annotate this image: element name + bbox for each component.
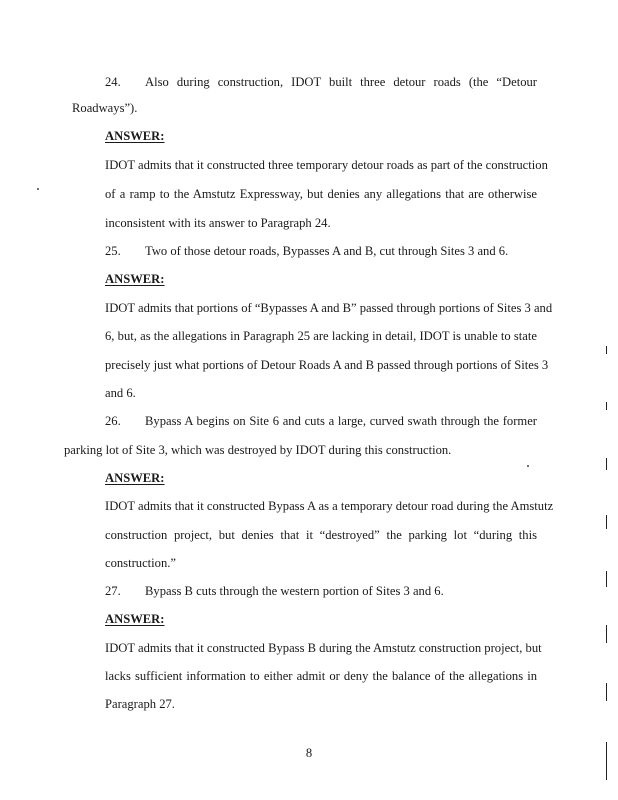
answer-25-line-3: precisely just what portions of Detour Roads A and B passed through portions of Sites 3 xyxy=(105,358,549,372)
paragraph-number: 26. xyxy=(105,414,121,428)
paragraph-number: 25. xyxy=(105,244,121,258)
paragraph-26-line-2: parking lot of Site 3, which was destroyed by IDOT during this construction. xyxy=(64,443,452,457)
scan-mark xyxy=(606,571,607,587)
scan-mark xyxy=(606,742,607,780)
scan-mark xyxy=(606,458,607,470)
scan-mark xyxy=(606,515,607,529)
paragraph-24-line-2: Roadways”). xyxy=(72,101,138,115)
paragraph-number: 27. xyxy=(105,584,121,598)
paragraph-number: 24. xyxy=(105,75,121,89)
page-number: 8 xyxy=(305,746,313,760)
paragraph-27-line-1: 27. Bypass B cuts through the western portion of Sites 3 and 6. xyxy=(105,584,444,598)
paragraph-25-line-1: 25. Two of those detour roads, Bypasses A and B, cut through Sites 3 and 6. xyxy=(105,244,509,258)
answer-24-line-2: of a ramp to the Amstutz Expressway, but denies any allegations that are otherwise xyxy=(105,187,537,201)
answer-heading: ANSWER: xyxy=(105,612,165,626)
answer-27-line-2: lacks sufficient information to either admit or deny the balance of the allegations in xyxy=(105,669,537,683)
answer-26-line-1: IDOT admits that it constructed Bypass A as a temporary detour road during the Amstutz xyxy=(105,499,554,513)
scan-speck xyxy=(527,465,529,467)
answer-heading: ANSWER: xyxy=(105,272,165,286)
answer-26-line-3: construction.” xyxy=(105,556,176,570)
answer-24-line-3: inconsistent with its answer to Paragraph 24. xyxy=(105,216,331,230)
answer-25-line-4: and 6. xyxy=(105,386,136,400)
scan-mark xyxy=(606,346,607,354)
answer-heading: ANSWER: xyxy=(105,129,165,143)
answer-27-line-3: Paragraph 27. xyxy=(105,697,175,711)
answer-24-line-1: IDOT admits that it constructed three temporary detour roads as part of the construction xyxy=(105,158,548,172)
paragraph-26-line-1: 26. Bypass A begins on Site 6 and cuts a large, curved swath through the former xyxy=(105,414,537,428)
scan-mark xyxy=(606,683,607,701)
scan-speck xyxy=(37,188,39,190)
answer-25-line-2: 6, but, as the allegations in Paragraph 25 are lacking in detail, IDOT is unable to state xyxy=(105,329,537,343)
answer-26-line-2: construction project, but denies that it “destroyed” the parking lot “during this xyxy=(105,528,537,542)
paragraph-24-line-1: 24. Also during construction, IDOT built three detour roads (the “Detour xyxy=(105,75,537,89)
scan-mark xyxy=(606,402,607,410)
answer-heading: ANSWER: xyxy=(105,471,165,485)
answer-25-line-1: IDOT admits that portions of “Bypasses A and B” passed through portions of Sites 3 and xyxy=(105,301,553,315)
scan-mark xyxy=(606,625,607,643)
answer-27-line-1: IDOT admits that it constructed Bypass B during the Amstutz construction project, but xyxy=(105,641,542,655)
